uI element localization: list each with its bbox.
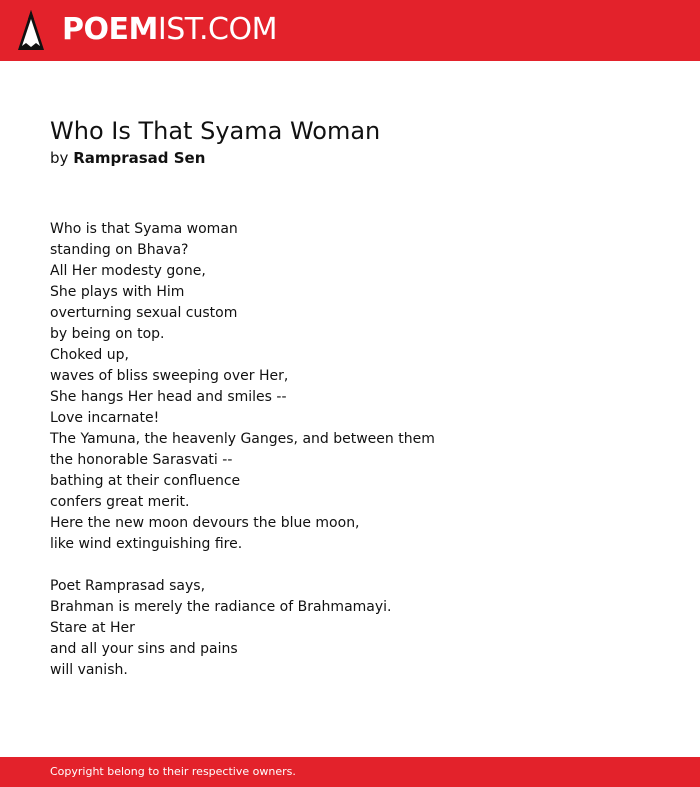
poem-title: Who Is That Syama Woman bbox=[50, 117, 381, 145]
poem-line: overturning sexual custom bbox=[50, 305, 238, 321]
poem-line: and all your sins and pains bbox=[50, 641, 238, 657]
poem-line: The Yamuna, the heavenly Ganges, and between them bbox=[50, 431, 435, 447]
poem-line: All Her modesty gone, bbox=[50, 263, 206, 279]
site-logo[interactable] bbox=[62, 13, 277, 47]
by-label: by bbox=[50, 149, 69, 167]
poem-line: waves of bliss sweeping over Her, bbox=[50, 368, 289, 384]
logo-light-text: IST.COM bbox=[157, 12, 277, 47]
byline bbox=[50, 148, 205, 168]
poem-line: Love incarnate! bbox=[50, 410, 160, 426]
logo-bold-text: POEM bbox=[62, 12, 158, 47]
poem-line: bathing at their confluence bbox=[50, 473, 241, 489]
poem-line: Here the new moon devours the blue moon, bbox=[50, 515, 360, 531]
poem-line: confers great merit. bbox=[50, 494, 190, 510]
poem-line: by being on top. bbox=[50, 326, 165, 342]
poem-line: Who is that Syama woman bbox=[50, 221, 238, 237]
poem-line: Choked up, bbox=[50, 347, 129, 363]
poem-line: standing on Bhava? bbox=[50, 242, 189, 258]
site-header bbox=[0, 0, 700, 61]
copyright-text: Copyright belong to their respective owners. bbox=[50, 765, 296, 778]
poem-line: She plays with Him bbox=[50, 284, 185, 300]
poem-line: Poet Ramprasad says, bbox=[50, 578, 206, 594]
poem-line: Stare at Her bbox=[50, 620, 135, 636]
poem-line: Brahman is merely the radiance of Brahmamayi. bbox=[50, 599, 392, 615]
poem-line: will vanish. bbox=[50, 662, 128, 678]
site-footer bbox=[0, 757, 700, 787]
poem-line: She hangs Her head and smiles -- bbox=[50, 389, 287, 405]
poem-line: like wind extinguishing fire. bbox=[50, 536, 243, 552]
pencil-icon[interactable] bbox=[18, 10, 44, 52]
poem-line: the honorable Sarasvati -- bbox=[50, 452, 233, 468]
poem-body bbox=[50, 219, 670, 681]
stanza-divider bbox=[50, 555, 670, 576]
author-name: Ramprasad Sen bbox=[73, 149, 206, 167]
